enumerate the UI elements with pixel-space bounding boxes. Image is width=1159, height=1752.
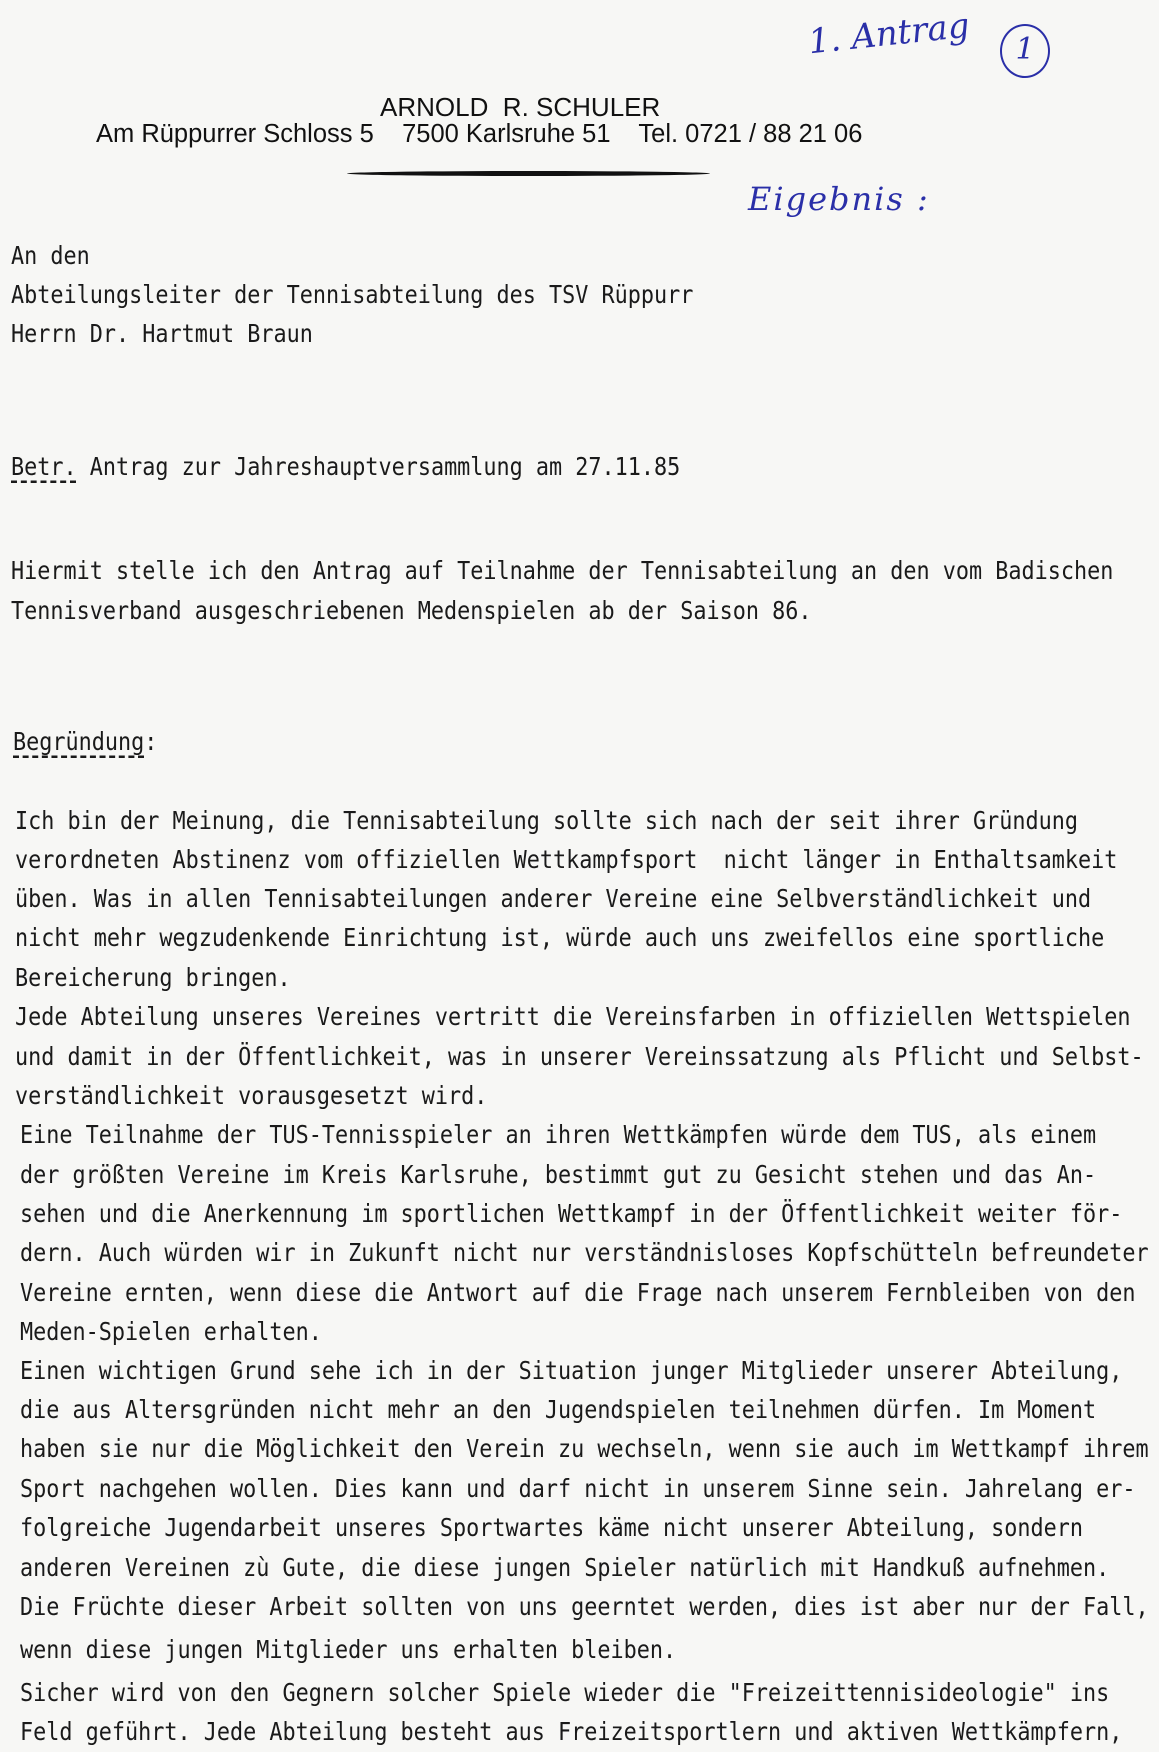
body-line: die aus Altersgründen nicht mehr an den Jugendspielen teilnehmen dürfen. Im Moment	[20, 1396, 1097, 1425]
body-line: Meden-Spielen erhalten.	[20, 1318, 322, 1347]
request-line: Tennisverband ausgeschriebenen Medenspielen ab der Saison 86.	[11, 597, 812, 626]
body-line: nicht mehr wegzudenkende Einrichtung ist, würde auch uns zweifellos eine sportliche	[15, 924, 1105, 953]
body-line: wenn diese jungen Mitglieder uns erhalten bleiben.	[20, 1636, 677, 1665]
body-line: Eine Teilnahme der TUS-Tennisspieler an ihren Wettkämpfen würde dem TUS, als einem	[20, 1121, 1097, 1150]
recipient-line: Abteilungsleiter der Tennisabteilung des TSV Rüppurr	[11, 281, 694, 310]
body-line: Bereicherung bringen.	[15, 964, 291, 993]
body-line: dern. Auch würden wir in Zukunft nicht nur verständnisloses Kopfschütteln befreundeter	[20, 1239, 1149, 1268]
reason-heading	[13, 727, 157, 759]
page-number-circle	[1000, 24, 1050, 78]
letterhead-address: Am Rüppurrer Schloss 5 7500 Karlsruhe 51 Tel. 0721 / 88 21 06	[96, 120, 863, 148]
body-line: anderen Vereinen zù Gute, die diese jungen Spieler natürlich mit Handkuß aufnehmen.	[20, 1554, 1110, 1583]
subject-label: Betr.	[11, 453, 77, 482]
subject-text: Antrag zur Jahreshauptversammlung am 27.11.85	[76, 453, 681, 482]
body-line: sehen und die Anerkennung im sportlichen Wettkampf in der Öffentlichkeit weiter för-	[20, 1200, 1123, 1229]
body-line: verständlichkeit vorausgesetzt wird.	[15, 1082, 488, 1111]
body-line: Vereine ernten, wenn diese die Antwort auf die Frage nach unserem Fernbleiben von den	[20, 1279, 1136, 1308]
body-line: Einen wichtigen Grund sehe ich in der Situation junger Mitglieder unserer Abteilung,	[20, 1357, 1123, 1386]
body-line: Sport nachgehen wollen. Dies kann und darf nicht in unserem Sinne sein. Jahrelang er-	[20, 1475, 1136, 1504]
body-line: verordneten Abstinenz vom offiziellen Wettkampfsport nicht länger in Enthaltsamkeit	[15, 846, 1118, 875]
body-line: Jede Abteilung unseres Vereines vertritt die Vereinsfarben in offiziellen Wettspielen	[15, 1003, 1131, 1032]
recipient-line: An den	[11, 242, 90, 271]
reason-heading-colon: :	[144, 728, 158, 757]
reason-heading-label: Begründung	[13, 728, 145, 757]
request-line: Hiermit stelle ich den Antrag auf Teilnahme der Tennisabteilung an den vom Badischen	[11, 557, 1114, 586]
recipient-line: Herrn Dr. Hartmut Braun	[11, 320, 313, 349]
body-line: haben sie nur die Möglichkeit den Verein zu wechseln, wenn sie auch im Wettkampf ihrem	[20, 1435, 1149, 1464]
body-line: Sicher wird von den Gegnern solcher Spiele wieder die "Freizeittennisideologie" ins	[20, 1679, 1110, 1708]
body-line: und damit in der Öffentlichkeit, was in unserer Vereinssatzung als Pflicht und Selbst-	[15, 1043, 1144, 1072]
letterhead-divider	[347, 171, 710, 176]
letterhead-name: ARNOLD R. SCHULER	[380, 92, 661, 122]
body-line: Feld geführt. Jede Abteilung besteht aus Freizeitsportlern und aktiven Wettkämpfern,	[20, 1718, 1123, 1747]
page-number: 1	[1015, 32, 1035, 67]
subject-line	[11, 452, 680, 484]
body-line: der größten Vereine im Kreis Karlsruhe, bestimmt gut zu Gesicht stehen und das An-	[20, 1161, 1097, 1190]
body-line: Die Früchte dieser Arbeit sollten von uns geerntet werden, dies ist aber nur der Fall,	[20, 1593, 1149, 1622]
body-line: folgreiche Jugendarbeit unseres Sportwartes käme nicht unserer Abteilung, sondern	[20, 1514, 1083, 1543]
body-line: Ich bin der Meinung, die Tennisabteilung sollte sich nach der seit ihrer Gründung	[15, 807, 1078, 836]
handwritten-result-note: Eigebnis :	[748, 180, 930, 218]
handwritten-note-first-motion: 1. Antrag	[806, 5, 972, 63]
body-line: üben. Was in allen Tennisabteilungen anderer Vereine eine Selbverständlichkeit und	[15, 885, 1092, 914]
